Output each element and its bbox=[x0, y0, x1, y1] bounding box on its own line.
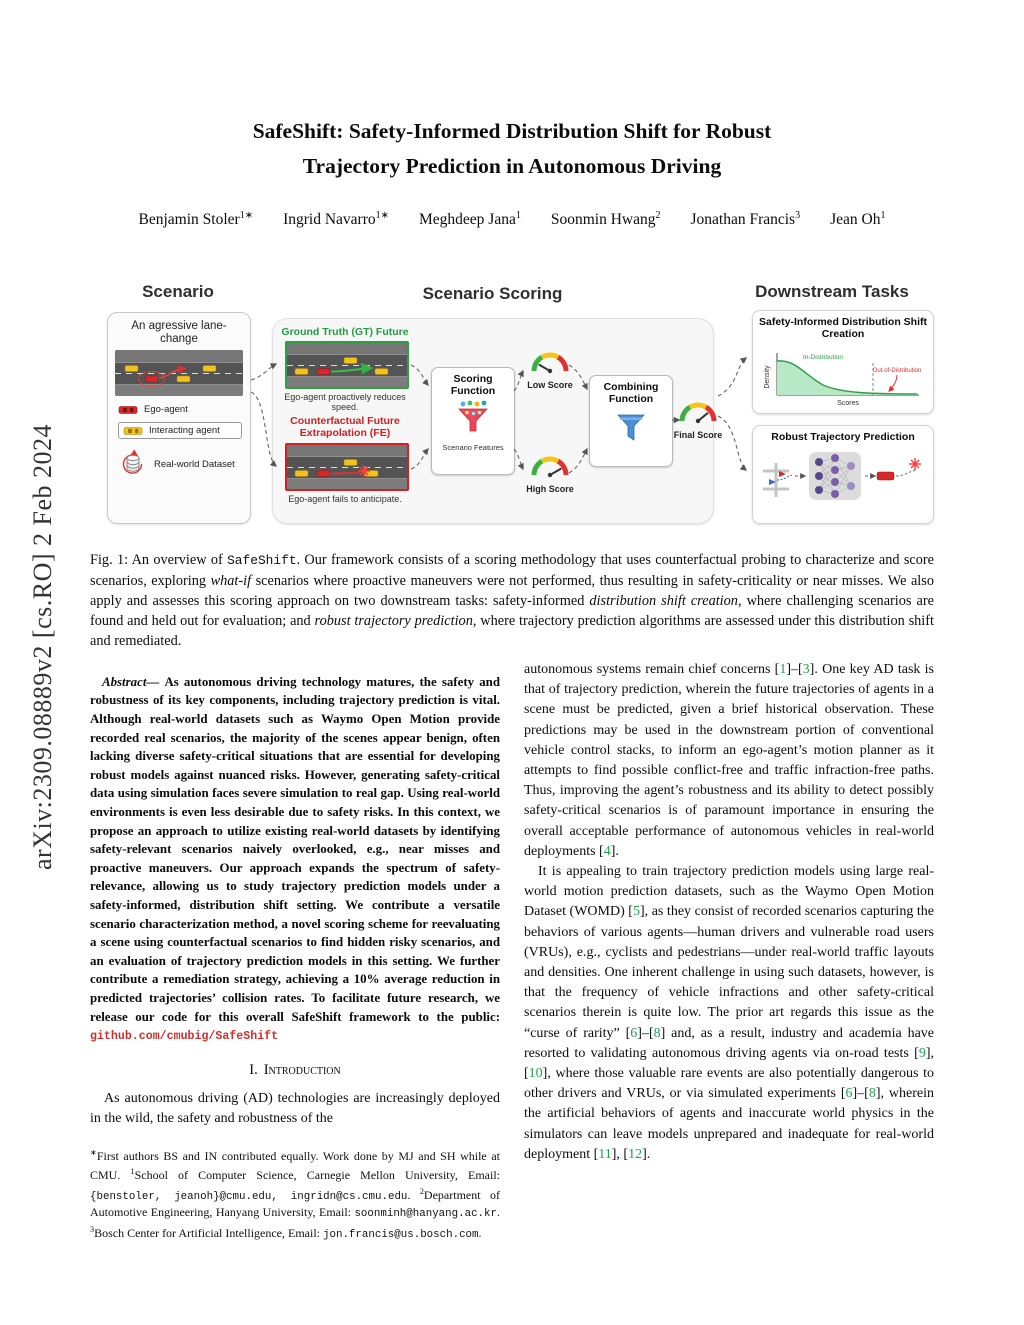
figure-1 bbox=[92, 280, 932, 542]
intro-paragraph-1: As autonomous driving (AD) technologies are increasingly deployed in the wild, the safety and robustness of the bbox=[90, 1090, 500, 1126]
text-segment: Bosch Center for Artificial Intelligence, Email: bbox=[94, 1225, 324, 1240]
sup-segment: 3 bbox=[90, 1224, 95, 1234]
text-segment: , where challenging scenarios are found and held out for evaluation; and bbox=[90, 593, 934, 629]
mono-segment: {benstoler, jeanoh}@cmu.edu, ingridn@cs.cmu.edu bbox=[90, 1190, 408, 1203]
author-4: Soonmin Hwang$^2$ bbox=[550, 210, 661, 229]
fe-road-image bbox=[285, 443, 409, 491]
out-of-distribution-label: Out-of-Distribution bbox=[872, 368, 922, 374]
author-6: Jean Oh$^1$ bbox=[830, 210, 886, 229]
arxiv-stamp: arXiv:2309.08889v2 [cs.RO] 2 Feb 2024 bbox=[28, 424, 57, 871]
sup-segment: 2 bbox=[419, 1186, 424, 1196]
robust-prediction-box bbox=[752, 425, 934, 524]
mono-segment: jon.francis@us.bosch.com bbox=[323, 1228, 479, 1241]
scoring-panel bbox=[272, 318, 723, 524]
low-score-gauge bbox=[523, 349, 577, 390]
scoring-function-title: Scoring Function bbox=[450, 373, 496, 397]
author-5: Jonathan Francis$^3$ bbox=[690, 210, 801, 229]
fe-image-caption: Ego-agent fails to anticipate. bbox=[288, 494, 402, 504]
right-column bbox=[524, 660, 934, 1300]
text-segment: ]–[ bbox=[637, 1025, 654, 1041]
title-line-1: SafeShift: Safety-Informed Distribution Shift for Robust bbox=[252, 119, 772, 143]
intro-paragraph-2 bbox=[524, 862, 934, 1165]
gt-image-caption: Ego-agent proactively reduces speed. bbox=[284, 392, 406, 412]
final-score-label: Final Score bbox=[673, 430, 723, 440]
section-heading-introduction bbox=[90, 1062, 500, 1079]
text-segment: . bbox=[478, 1225, 482, 1240]
sup-segment: ∗ bbox=[90, 1148, 97, 1158]
text-segment: ]. bbox=[610, 843, 619, 859]
text-segment: ]. bbox=[642, 1146, 651, 1162]
figure-header-scenario: Scenario bbox=[142, 282, 214, 301]
ego-agent-car-icon bbox=[118, 405, 138, 415]
cite-segment[interactable]: 4 bbox=[603, 843, 611, 859]
cite-segment[interactable]: 5 bbox=[632, 904, 640, 920]
text-segment: ]. One key AD task is that of trajectory prediction, wherein the future trajectories of agents in a scene must be predicted, given a brief historical observation. These predictions may be used in the downstream portion of conventional vehicle control stacks, to inform an ego-agent’s motion planner as it attempts to find possible conflict-free and traffic infraction-free paths. Thus, improving the agent’s robustness and its ability to detect possibly safety-critical scenarios is of paramount importance in ensuring the overall acceptable performance of autonomous vehicles in real-world deployments [ bbox=[524, 662, 934, 859]
text-segment: . Our framework consists of a scoring methodology that uses counterfactual probing to characterize and score scenarios, exploring bbox=[90, 552, 934, 589]
cite-segment[interactable]: 10 bbox=[528, 1066, 543, 1082]
section-number: I. bbox=[249, 1061, 258, 1078]
legend-dataset bbox=[118, 449, 242, 479]
text-segment: ], [ bbox=[611, 1146, 629, 1162]
gt-future-label: Ground Truth (GT) Future bbox=[281, 326, 409, 338]
italic-segment: distribution shift creation bbox=[589, 593, 738, 609]
text-segment: Fig. 1: An overview of bbox=[90, 552, 228, 568]
bi-segment: Abstract— bbox=[102, 674, 165, 689]
section-title: Introduction bbox=[263, 1061, 341, 1078]
fe-label: Counterfactual Future Extrapolation (FE) bbox=[290, 415, 400, 439]
author-footnote bbox=[90, 1145, 500, 1243]
cite-segment[interactable]: 8 bbox=[653, 1025, 661, 1041]
page-title bbox=[0, 114, 1024, 184]
left-column bbox=[90, 660, 500, 1300]
mono-segment: soonminh@hanyang.ac.kr bbox=[354, 1207, 497, 1220]
cite-segment[interactable]: 8 bbox=[868, 1086, 876, 1102]
cite-segment[interactable]: 9 bbox=[918, 1045, 926, 1061]
density-axis-label: Density bbox=[764, 365, 771, 389]
text-segment: As autonomous driving technology matures, the safety and robustness of its key components, including trajectory prediction is vital. Although real-world datasets such as Waymo Open Motion provide recorded real scenarios, the majority of the scenes appear benign, often lacking diverse safety-critical situations that are essential for developing robust models against nuanced risks. However, generating safety-critical data using simulation faces severe simulation to real gap. Using real-world environments is even less desirable due to safety risks. In this context, we propose an approach to utilize existing real-world datasets by identifying safety-relevant scenarios naively overlooked, e.g., near misses and proactive maneuvers. Our approach expands the spectrum of safety-relevance, allowing us to study trajectory prediction models under a safety-informed, distribution shift setting. We contribute a versatile scenario characterization method, a novel scoring scheme for reevaluating a scene using counterfactual scenarios to find hidden risky scenarios, and an evaluation of trajectory prediction models in this setting. We further contribute a remediation strategy, achieving a 10% average reduction in predicted trajectories’ collision rates. To facilitate future research, we release our code for this overall SafeShift framework to the public: bbox=[90, 674, 500, 1024]
sup-segment: 1 bbox=[130, 1167, 135, 1177]
scoring-function-box bbox=[431, 367, 515, 475]
low-score-label: Low Score bbox=[527, 380, 573, 390]
title-line-2: Trajectory Prediction in Autonomous Driving bbox=[302, 154, 722, 178]
scenario-features-label: Scenario Features bbox=[442, 443, 504, 452]
text-segment: , where trajectory prediction algorithms are assessed under this distribution shift and remediated. bbox=[90, 613, 935, 649]
mono-segment: SafeShift bbox=[227, 553, 297, 568]
cite-segment[interactable]: 6 bbox=[630, 1025, 638, 1041]
text-segment: . bbox=[407, 1187, 420, 1202]
text-segment: ]–[ bbox=[852, 1086, 869, 1102]
italic-segment: what-if bbox=[210, 573, 252, 589]
high-score-gauge bbox=[523, 453, 577, 494]
legend-dataset-label: Real-world Dataset bbox=[154, 458, 235, 470]
robust-prediction-title: Robust Trajectory Prediction bbox=[771, 431, 915, 443]
link-segment[interactable]: github.com/cmubig/SafeShift bbox=[90, 1030, 279, 1044]
combining-function-title: Combining Function bbox=[603, 381, 659, 405]
legend-interacting-agent bbox=[118, 422, 242, 439]
authors-row bbox=[0, 210, 1024, 229]
scoring-funnel-icon bbox=[453, 400, 493, 436]
cite-segment[interactable]: 1 bbox=[779, 662, 787, 677]
database-icon bbox=[118, 449, 148, 479]
scenario-caption: An agressive lane-change bbox=[131, 320, 227, 345]
figure-header-scoring: Scenario Scoring bbox=[422, 284, 563, 303]
distribution-shift-title: Safety-Informed Distribution Shift Creation bbox=[759, 316, 927, 340]
scores-axis-label: Scores bbox=[837, 400, 859, 407]
text-segment: School of Computer Science, Carnegie Mellon University, Email: bbox=[134, 1168, 500, 1183]
text-segment: ], [ bbox=[524, 1045, 934, 1082]
author-2: Ingrid Navarro$^{1∗}$ bbox=[283, 210, 390, 229]
text-segment: It is appealing to train trajectory prediction models using large real-world motion prediction datasets, such as the Waymo Open Motion Dataset (WOMD) [ bbox=[524, 864, 934, 920]
figure-caption bbox=[90, 550, 934, 651]
cite-segment[interactable]: 12 bbox=[628, 1146, 643, 1162]
text-segment: ]–[ bbox=[786, 662, 803, 677]
legend-interacting-label: Interacting agent bbox=[149, 425, 220, 436]
legend-ego-label: Ego-agent bbox=[144, 404, 188, 415]
text-segment: Department of Automotive Engineering, Hanyang University, Email: bbox=[90, 1187, 500, 1219]
abstract bbox=[90, 673, 500, 1047]
figure-header-downstream: Downstream Tasks bbox=[755, 282, 909, 301]
combining-function-box bbox=[589, 375, 673, 467]
text-segment: ], wherein the artificial behaviors of agents and inaccurate world physics in the simulators can leave models unprepared and inadequate for real-world deployment [ bbox=[524, 1086, 934, 1162]
in-distribution-label: In-Distribution bbox=[802, 354, 844, 361]
author-1: Benjamin Stoler$^{1∗}$ bbox=[138, 210, 254, 229]
scenario-legend bbox=[118, 404, 242, 479]
distribution-shift-box bbox=[752, 310, 934, 414]
final-score-gauge bbox=[671, 399, 725, 440]
cite-segment[interactable]: 3 bbox=[802, 662, 810, 677]
scenario-road-image bbox=[115, 350, 243, 396]
legend-ego-agent bbox=[118, 404, 242, 415]
text-segment: ], as they consist of recorded scenarios capturing the behaviors of various agents—human drivers and vulnerable road users (VRUs), e.g., cyclists and pedestrians—under real-world traffic layouts and densities. One inherent challenge in using such datasets, however, is that the frequency of vehicle infractions and other safety-critical scenarios therein is quite low. The prior art regards this issue as the “curse of rarity” [ bbox=[524, 904, 934, 1041]
italic-segment: robust trajectory prediction bbox=[314, 613, 473, 629]
text-segment: First authors BS and IN contributed equally. Work done by MJ and SH while at CMU. bbox=[90, 1149, 500, 1183]
gt-road-image bbox=[285, 341, 409, 389]
text-segment: ], where those valuable rare events are also potentially dangerous to other drivers and VRUs, or via simulated experiments [ bbox=[524, 1066, 934, 1102]
cite-segment[interactable]: 11 bbox=[598, 1146, 612, 1162]
density-plot bbox=[761, 345, 925, 412]
text-segment: . bbox=[497, 1204, 500, 1219]
cite-segment[interactable]: 6 bbox=[845, 1086, 853, 1102]
text-segment: autonomous systems remain chief concerns [ bbox=[524, 662, 780, 677]
interacting-agent-car-icon bbox=[123, 426, 143, 436]
combining-funnel-icon bbox=[611, 409, 651, 445]
author-3: Meghdeep Jana$^1$ bbox=[419, 210, 521, 229]
text-segment: scenarios where proactive maneuvers were not performed, thus resulting in safety-criticality or near misses. We also apply and assesses this scoring approach on two downstream tasks: safety-informed bbox=[90, 573, 934, 609]
high-score-label: High Score bbox=[526, 484, 574, 494]
scenario-panel bbox=[107, 312, 251, 524]
intro-paragraph-1-continued bbox=[524, 660, 934, 862]
body-columns bbox=[90, 660, 934, 1300]
robust-prediction-graphic bbox=[759, 447, 927, 505]
text-segment: ] and, as a result, industry and academia have resorted to validating autonomous driving agents via on-road tests [ bbox=[524, 1025, 934, 1061]
